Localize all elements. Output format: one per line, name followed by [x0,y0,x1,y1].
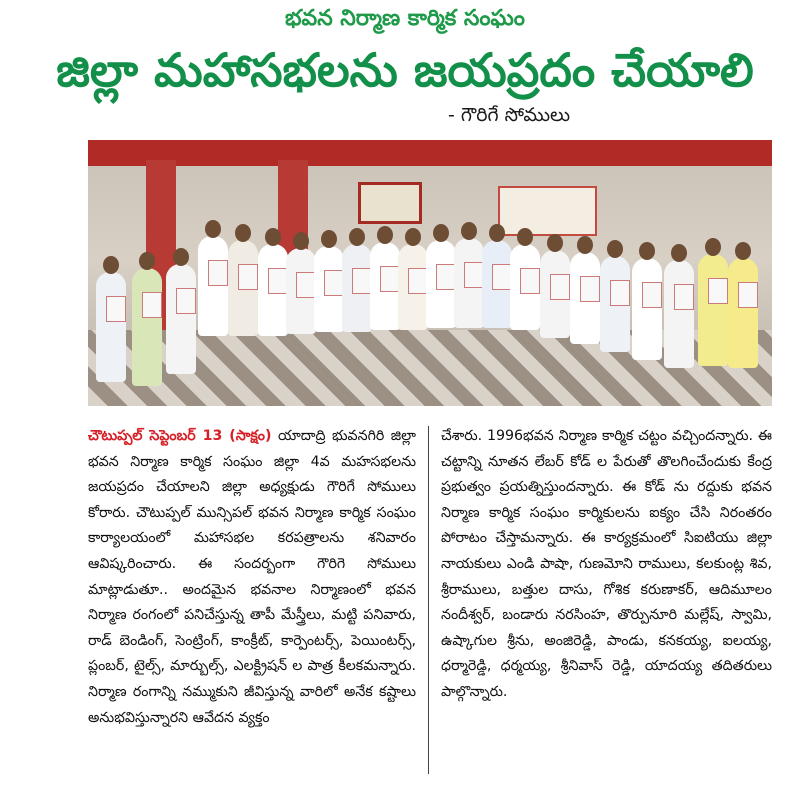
photo-person-head [705,238,721,256]
photo-roof [88,140,772,166]
photo-person [426,240,456,328]
article-column-2-text: చేశారు. 1996భవన నిర్మాణ కార్మిక చట్టం వచ్చిందన్నారు. ఈ చట్టాన్ని నూతన లేబర్ కోడ్ ల పేరుతో తొలగించేందుకు కేంద్ర ప్రభుత్వం ప్రయత్నిస్తుందన్నారు. ఈ కోడ్ ను రద్దుకు భవన నిర్మాణ కార్మిక సంఘం కార్మికులను ఐక్యం చేసి నిరంతరం పోరాటం చేస్తామన్నారు. ఈ కార్యక్రమంలో సిఐటియు జిల్లా నాయకులు ఎండి పాషా, గుణమోని రాములు, కలకుంట్ల శివ, శ్రీరాములు, బత్తుల దాసు, గోశిక కరుణాకర్, ఆదిమూలం నందీశ్వర్, బండారు నరసింహ, తొర్పునూరి మల్లేష్, స్వామి, ఉష్కాగుల శ్రీను, అంజిరెడ్డి, పాండు, కనకయ్య, ఐలయ్య, ధర్మారెడ్డి, ధర్మయ్య, శ్రీనివాస్ రెడ్డి, యాదయ్య తదితరులు పాల్గొన్నారు. [441,428,772,700]
photo-person-head [139,252,155,270]
photo-person-head [321,230,337,248]
photo-pamphlet [464,262,484,288]
photo-person-head [639,242,655,260]
photo-person [664,260,694,368]
photo-pamphlet [208,260,228,286]
news-photo [88,140,772,406]
photo-pamphlet [642,282,662,308]
photo-person-head [671,244,687,262]
photo-pamphlet [492,264,512,290]
photo-person-head [265,228,281,246]
photo-person [600,256,630,352]
article-dateline: చౌటుప్పల్ సెప్టెంబర్ 13 (సాక్షం) [88,428,272,444]
photo-person [632,258,662,360]
photo-pamphlet [380,266,400,292]
photo-person [510,244,540,330]
photo-person [198,236,228,336]
photo-person-head [461,222,477,240]
article-kicker: భవన నిర్మాణ కార్మిక సంఘం [285,6,525,31]
photo-pamphlet [142,292,162,318]
photo-pamphlet [708,278,728,304]
photo-pamphlet [352,268,372,294]
article-column-1-text: యాదాద్రి భువనగిరి జిల్లా భవన నిర్మాణ కార్మిక సంఘం జిల్లా 4వ మహసభలను జయప్రదం చేయాలని జిల్లా అధ్యక్షుడు గౌరిగే సోములు కోరారు. చౌటుప్పల్ మున్సిపల్ భవన నిర్మాణ కార్మిక సంఘం కార్యాలయంలో మహాసభల కరపత్రాలను శనివారం ఆవిష్కరించారు. ఈ సందర్బంగా గౌరిగె సోములు మాట్లాడుతూ.. అందమైన భవనాల నిర్మాణంలో భవన నిర్మాణ రంగంలో పనిచేస్తున్న తాపీ మేస్త్రీలు, మట్టి పనివారు, రాడ్ బెండింగ్, సెంట్రింగ్, కాంక్రీట్, కార్పెంటర్స్, పెయింటర్స్, ప్లంబర్, టైల్స్, మార్బుల్స్, ఎలక్ట్రిషన్ ల పాత్ర కీలకమన్నారు. నిర్మాణ రంగాన్ని నమ్ముకుని జీవిస్తున్న వారిలో అనేక కష్టాలు అనుభవిస్తున్నారని ఆవేదన వ్యక్తం [88,428,416,726]
photo-pamphlet [106,296,126,322]
photo-person-head [735,242,751,260]
photo-banner [498,186,597,236]
article-column-2 [441,424,772,706]
photo-person [166,264,196,374]
article-headline: జిల్లా మహాసభలను జయప్రదం చేయాలి [56,43,754,97]
photo-person [342,244,372,332]
photo-person [286,248,316,334]
article-byline: - గౌరిగే సోములు [448,104,571,126]
photo-person [570,252,600,344]
photo-person-head [377,226,393,244]
photo-pamphlet [580,276,600,302]
photo-pamphlet [238,264,258,290]
photo-person [258,244,288,336]
photo-person-head [235,224,251,242]
photo-pamphlet [268,268,288,294]
photo-pamphlet [520,268,540,294]
photo-person-head [349,228,365,246]
photo-person [96,272,126,382]
photo-pamphlet [674,284,694,310]
photo-person-head [205,220,221,238]
photo-person-head [293,232,309,250]
photo-pamphlet [550,274,570,300]
photo-person-head [433,224,449,242]
article-column-1 [88,424,416,731]
photo-person-head [607,240,623,258]
photo-person [398,244,428,330]
photo-person-head [173,248,189,266]
photo-person [454,238,484,328]
photo-person-head [517,228,533,246]
photo-pamphlet [408,268,428,294]
photo-person-head [405,228,421,246]
photo-person [698,254,728,366]
photo-person-head [577,236,593,254]
photo-person [314,246,344,332]
photo-person-head [489,224,505,242]
photo-pamphlet [296,272,316,298]
photo-person [482,240,512,328]
photo-pamphlet [610,280,630,306]
photo-person [540,250,570,338]
photo-pamphlet [436,264,456,290]
photo-person-head [103,256,119,274]
photo-person [228,240,258,336]
photo-pamphlet [324,270,344,296]
photo-pamphlet [176,288,196,314]
photo-person-head [547,234,563,252]
photo-signboard [358,182,422,224]
photo-person [370,242,400,330]
photo-person [728,258,758,368]
photo-person [132,268,162,386]
photo-pamphlet [738,282,758,308]
column-divider [428,426,429,774]
